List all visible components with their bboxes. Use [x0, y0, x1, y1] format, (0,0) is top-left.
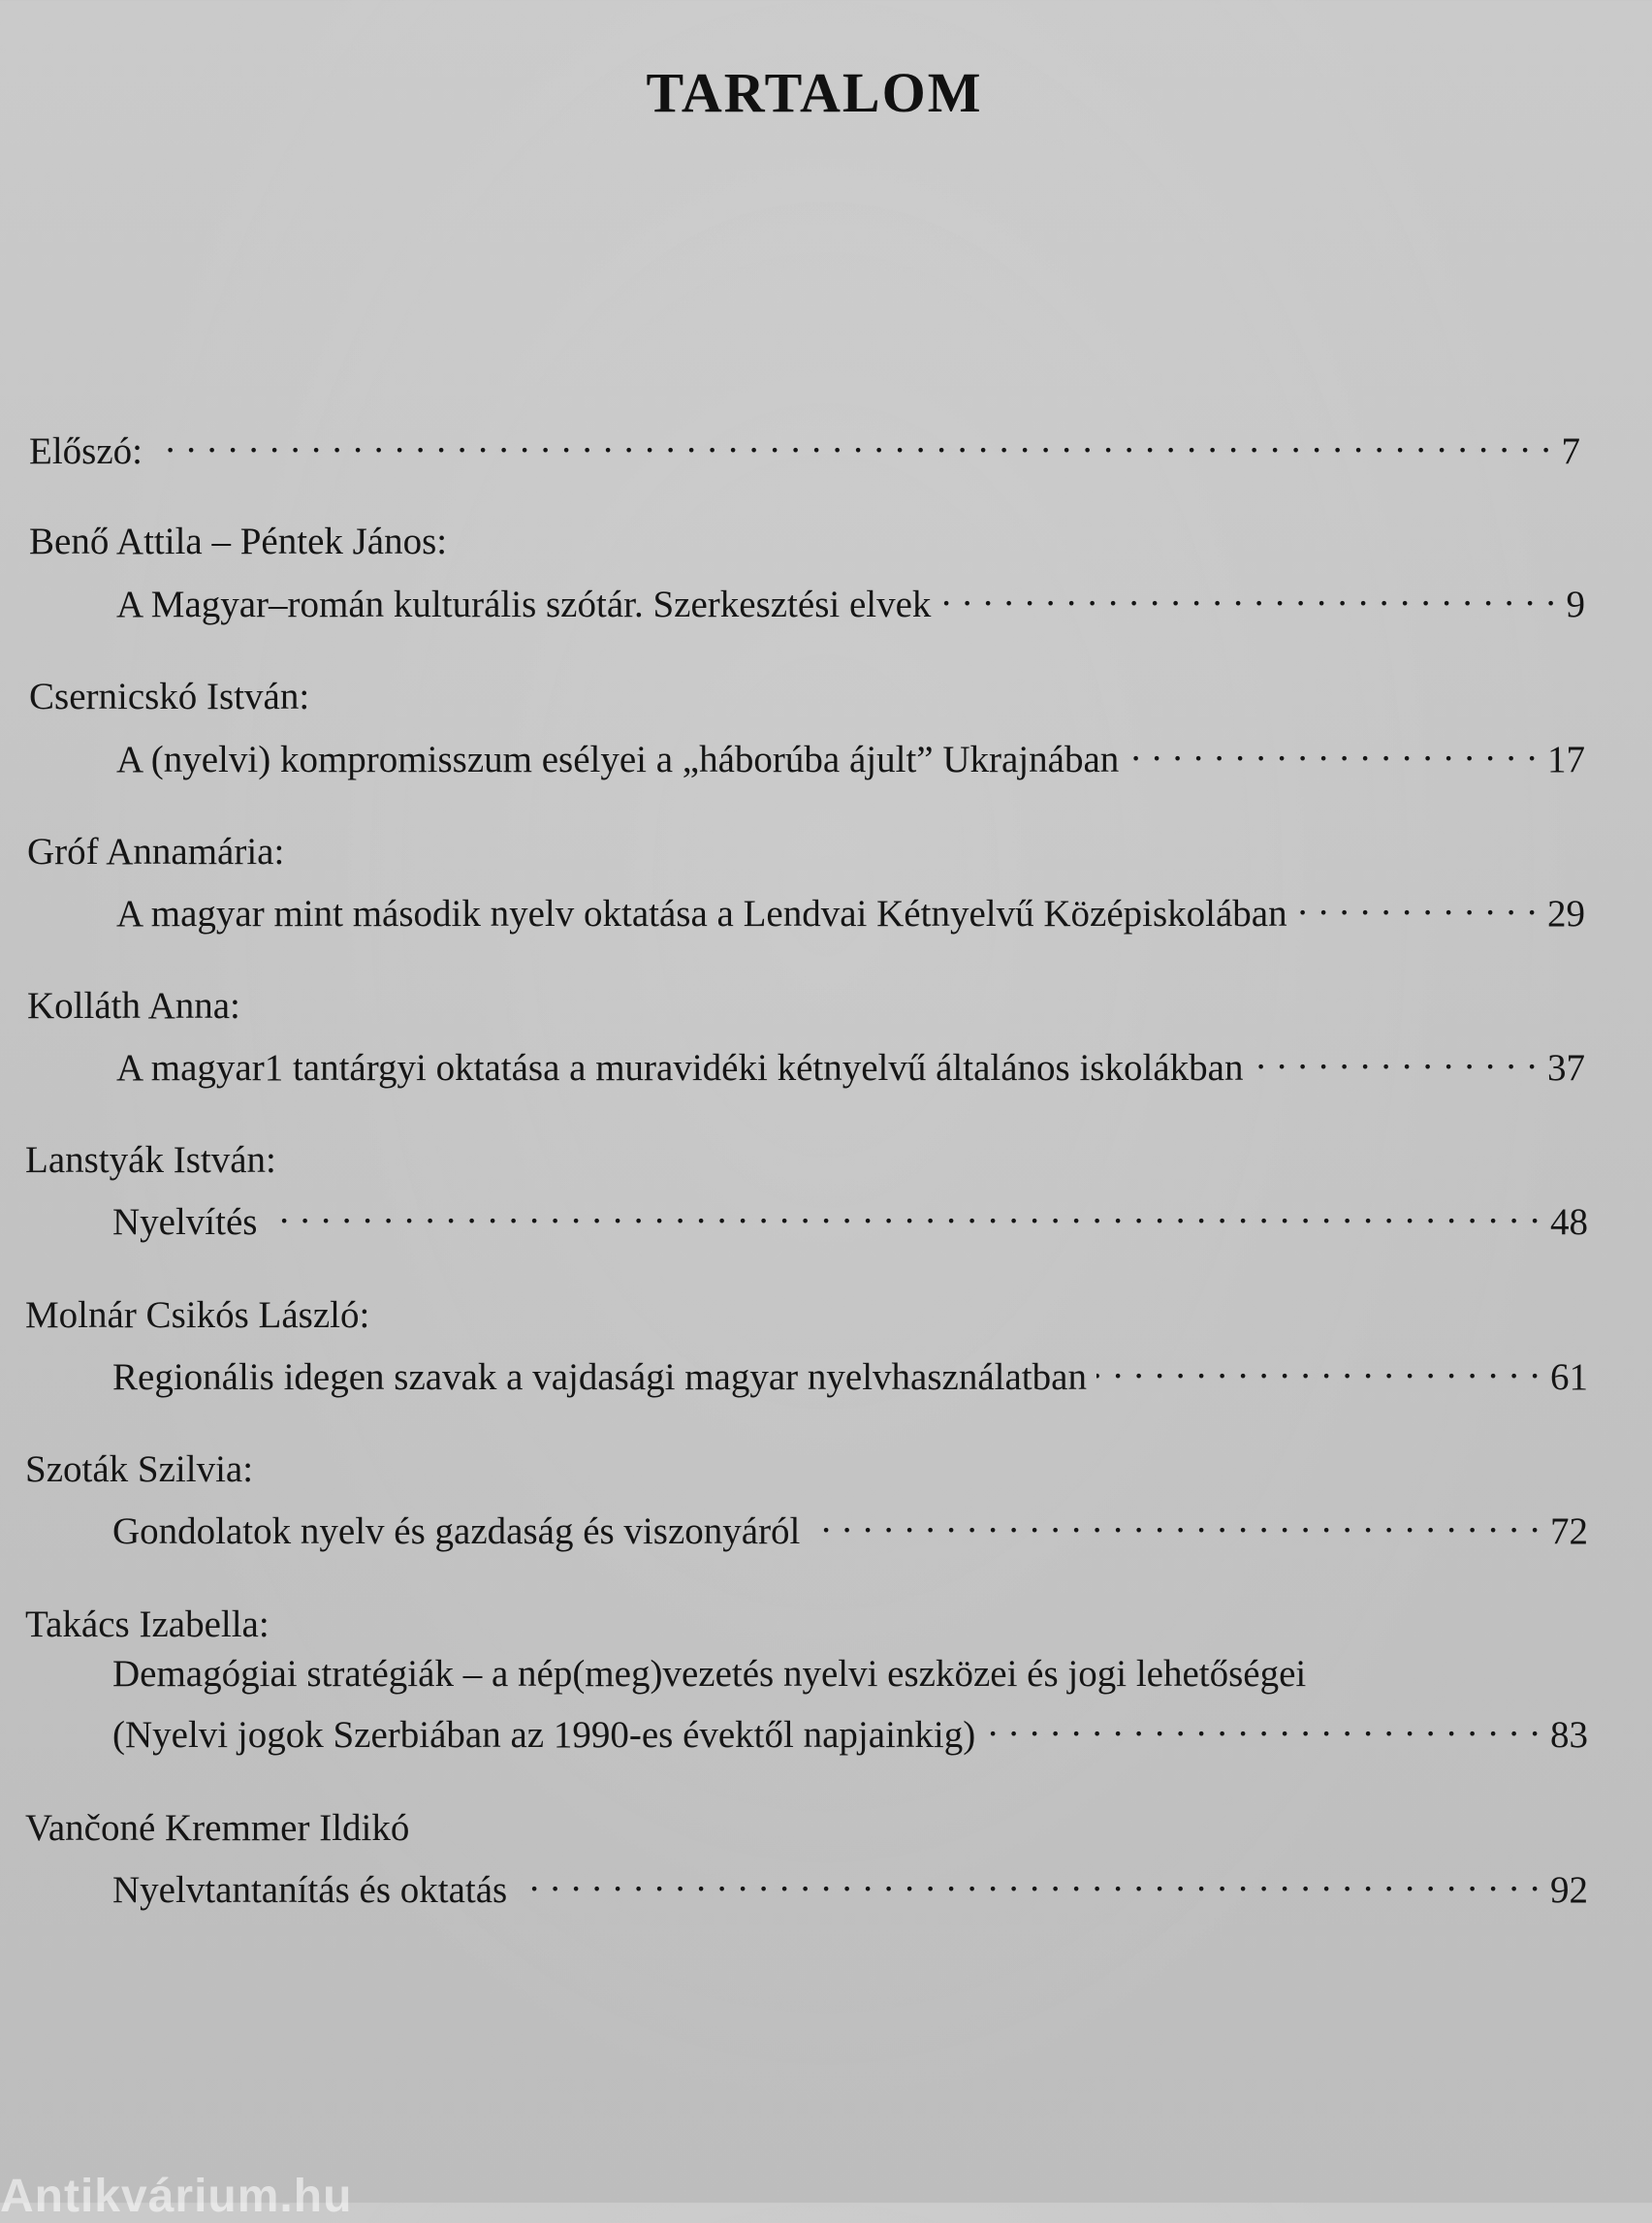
- entry-author: Lanstyák István:: [25, 1139, 276, 1181]
- entry-title: A (nyelvi) kompromisszum esélyei a „háborúba ájult” Ukrajnában: [116, 739, 1120, 780]
- entry-author: Szoták Szilvia:: [25, 1448, 254, 1490]
- entry-author: Gróf Annamária:: [27, 831, 285, 873]
- foreword-label: Előszó:: [29, 430, 143, 472]
- dot-leader: [985, 1700, 1541, 1747]
- toc-row-entry: [112, 1497, 1588, 1552]
- toc-row-entry: [116, 879, 1585, 935]
- page-number: 48: [1550, 1201, 1588, 1243]
- entry-title: Gondolatok nyelv és gazdaság és viszonyáról: [112, 1510, 801, 1552]
- entry-title: A magyar mint második nyelv oktatása a Lendvai Kétnyelvű Középiskolában: [116, 893, 1287, 935]
- entry-title: (Nyelvi jogok Szerbiában az 1990-es évektől napjainkig): [112, 1714, 976, 1756]
- toc-row-entry: [112, 1700, 1588, 1756]
- page-number: 7: [1561, 430, 1580, 472]
- entry-author: Takács Izabella:: [25, 1604, 270, 1645]
- entry-title: Nyelvítés: [112, 1201, 258, 1243]
- dot-leader: [1297, 879, 1538, 926]
- toc-row-entry: [116, 570, 1585, 625]
- entry-title: Nyelvtantanítás és oktatás: [112, 1869, 508, 1911]
- entry-author: Vančoné Kremmer Ildikó: [25, 1807, 410, 1849]
- page-number: 83: [1550, 1714, 1588, 1756]
- dot-leader: [267, 1188, 1541, 1234]
- page-number: 9: [1566, 584, 1585, 625]
- toc-row-entry: [116, 1033, 1585, 1089]
- dot-leader: [1253, 1033, 1538, 1080]
- dot-leader: [1096, 1343, 1541, 1389]
- page-number: 37: [1547, 1047, 1585, 1089]
- page-number: 17: [1547, 739, 1585, 780]
- page-number: 61: [1550, 1356, 1588, 1398]
- toc-row-entry: [116, 725, 1585, 780]
- entry-author: Csernicskó István:: [29, 676, 310, 717]
- entry-title: Regionális idegen szavak a vajdasági magyar nyelvhasználatban: [112, 1356, 1087, 1398]
- page-title: TARTALOM: [646, 61, 983, 124]
- entry-author: Benő Attila – Péntek János:: [29, 521, 448, 562]
- toc-row-foreword: [29, 417, 1580, 472]
- entry-title: A Magyar–román kulturális szótár. Szerkesztési elvek: [116, 584, 932, 625]
- toc-row-entry: [112, 1856, 1588, 1911]
- page-number: 72: [1550, 1510, 1588, 1552]
- dot-leader: [810, 1497, 1541, 1543]
- entry-title-line: Demagógiai stratégiák – a nép(meg)vezetés nyelvi eszközei és jogi lehetőségei: [112, 1653, 1307, 1695]
- page-number: 29: [1547, 893, 1585, 935]
- dot-leader: [1128, 725, 1538, 772]
- entry-author: Molnár Csikós László:: [25, 1294, 370, 1336]
- toc-row-entry: [112, 1188, 1588, 1243]
- entry-title: A magyar1 tantárgyi oktatása a muravidéki kétnyelvű általános iskolákban: [116, 1047, 1244, 1089]
- toc-row-entry: [112, 1343, 1588, 1398]
- dot-leader: [940, 570, 1556, 617]
- site-watermark: Antikvárium.hu: [0, 2171, 353, 2222]
- entry-author: Kolláth Anna:: [27, 985, 240, 1027]
- dot-leader: [517, 1856, 1541, 1902]
- page-number: 92: [1550, 1869, 1588, 1911]
- dot-leader: [152, 417, 1552, 463]
